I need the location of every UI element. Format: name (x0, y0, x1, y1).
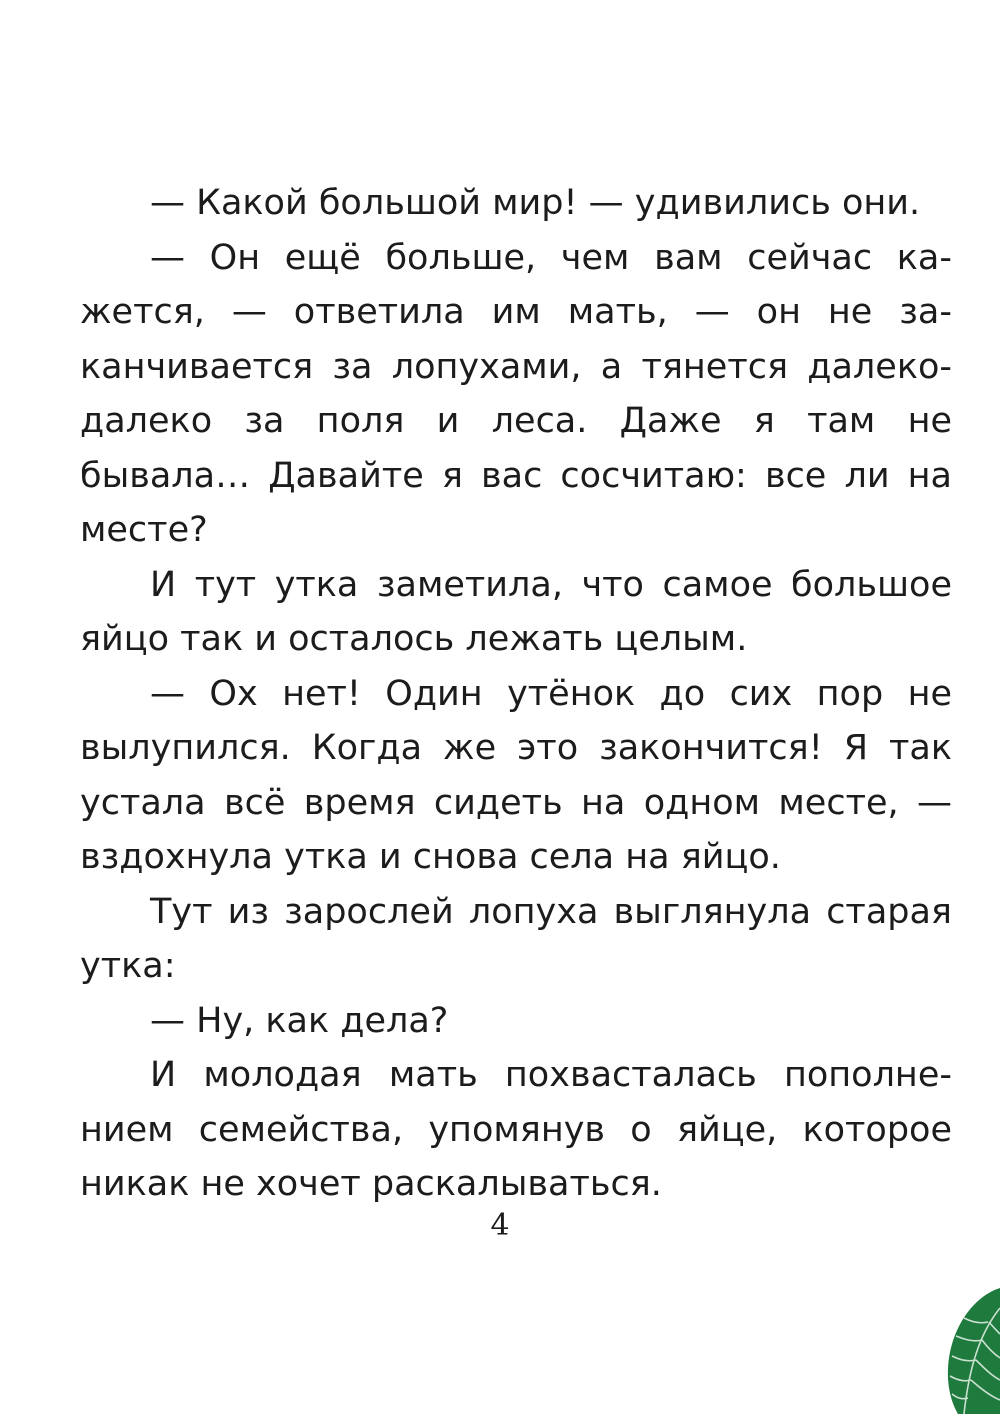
paragraph: И молодая мать похвасталась пополнением семейства, упомянув о яйце, которое никак не хочет раскалываться. (80, 1055, 952, 1204)
paragraph: — Ох нет! Один утёнок до сих пор не вылупился. Когда же это закончится! Я так устала всё время сидеть на одном месте, — вздохнула утка и снова села на яйцо. (80, 673, 952, 877)
green-leaf-icon (944, 1288, 1000, 1414)
paragraph: — Он ещё больше, чем вам сейчас кажется, — ответила им мать, — он не заканчивается за лопухами, а тянется далеко-далеко за поля и леса. Даже я там не бывала… Давайте я вас сосчитаю: все ли на месте? (80, 237, 952, 550)
story-text (80, 176, 952, 1212)
paragraph: — Ну, как дела? (150, 1000, 449, 1041)
paragraph: — Какой большой мир! — удивились они. (150, 183, 921, 223)
page-number: 4 (490, 1208, 510, 1243)
paragraph: Тут из зарослей лопуха выглянула старая утка: (80, 891, 952, 986)
paragraph: И тут утка заметила, что самое большое яйцо так и осталось лежать целым. (80, 564, 952, 659)
